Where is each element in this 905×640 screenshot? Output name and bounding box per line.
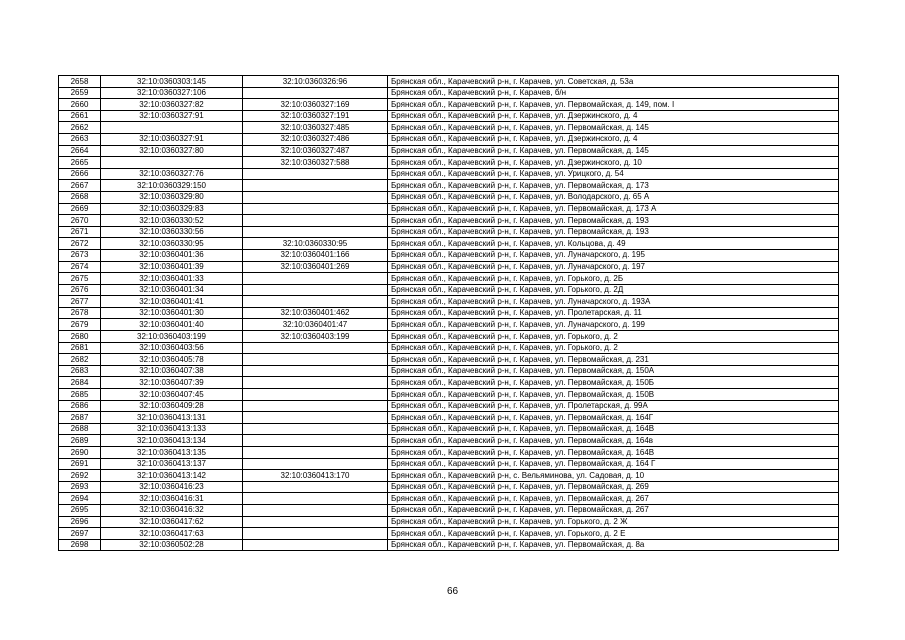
row-number-cell: 2662 (59, 122, 101, 134)
object-cadastral-number-cell: 32:10:0360413:170 (243, 470, 388, 482)
row-number-cell: 2680 (59, 331, 101, 343)
land-cadastral-number-cell: 32:10:0360502:28 (101, 539, 243, 551)
row-number-cell: 2664 (59, 145, 101, 157)
row-number-cell: 2684 (59, 377, 101, 389)
row-number-cell: 2676 (59, 284, 101, 296)
table-row (59, 203, 839, 215)
land-cadastral-number-cell: 32:10:0360330:56 (101, 226, 243, 238)
address-cell: Брянская обл., Карачевский р-н, г. Карачев, ул. Первомайская, д. 193 (388, 226, 839, 238)
row-number-cell: 2694 (59, 493, 101, 505)
table-row (59, 296, 839, 308)
object-cadastral-number-cell: 32:10:0360327:588 (243, 157, 388, 169)
land-cadastral-number-cell: 32:10:0360329:150 (101, 180, 243, 192)
land-cadastral-number-cell: 32:10:0360416:31 (101, 493, 243, 505)
address-cell: Брянская обл., Карачевский р-н, г. Карачев, ул. Первомайская, д. 164В (388, 423, 839, 435)
address-cell: Брянская обл., Карачевский р-н, г. Карачев, ул. Первомайская, д. 267 (388, 493, 839, 505)
land-cadastral-number-cell: 32:10:0360407:45 (101, 389, 243, 401)
land-cadastral-number-cell: 32:10:0360407:39 (101, 377, 243, 389)
row-number-cell: 2668 (59, 191, 101, 203)
table-row (59, 481, 839, 493)
table-row (59, 122, 839, 134)
address-cell: Брянская обл., Карачевский р-н, г. Карачев, ул. Первомайская, д. 173 (388, 180, 839, 192)
land-cadastral-number-cell: 32:10:0360413:142 (101, 470, 243, 482)
table-row (59, 157, 839, 169)
table-row (59, 76, 839, 88)
land-cadastral-number-cell: 32:10:0360413:133 (101, 423, 243, 435)
registry-table (58, 75, 839, 551)
address-cell: Брянская обл., Карачевский р-н, г. Карачев, ул. Володарского, д. 65 А (388, 191, 839, 203)
address-cell: Брянская обл., Карачевский р-н, г. Карачев, ул. Горького, д. 2Б (388, 273, 839, 285)
row-number-cell: 2682 (59, 354, 101, 366)
address-cell: Брянская обл., Карачевский р-н, г. Карачев, ул. Горького, д. 2 Е (388, 528, 839, 540)
row-number-cell: 2687 (59, 412, 101, 424)
row-number-cell: 2661 (59, 110, 101, 122)
address-cell: Брянская обл., Карачевский р-н, г. Карачев, ул. Горького, д. 2 Ж (388, 516, 839, 528)
object-cadastral-number-cell (243, 400, 388, 412)
land-cadastral-number-cell: 32:10:0360416:32 (101, 504, 243, 516)
table-row (59, 307, 839, 319)
row-number-cell: 2672 (59, 238, 101, 250)
row-number-cell: 2690 (59, 447, 101, 459)
row-number-cell: 2692 (59, 470, 101, 482)
row-number-cell: 2689 (59, 435, 101, 447)
address-cell: Брянская обл., Карачевский р-н, г. Карачев, ул. Горького, д. 2Д (388, 284, 839, 296)
land-cadastral-number-cell: 32:10:0360417:62 (101, 516, 243, 528)
object-cadastral-number-cell (243, 389, 388, 401)
row-number-cell: 2679 (59, 319, 101, 331)
object-cadastral-number-cell (243, 458, 388, 470)
land-cadastral-number-cell (101, 122, 243, 134)
object-cadastral-number-cell: 32:10:0360327:487 (243, 145, 388, 157)
address-cell: Брянская обл., Карачевский р-н, г. Карачев, ул. Первомайская, д. 164в (388, 435, 839, 447)
address-cell: Брянская обл., Карачевский р-н, г. Карачев, ул. Первомайская, д. 150Б (388, 377, 839, 389)
table-row (59, 191, 839, 203)
table-row (59, 458, 839, 470)
land-cadastral-number-cell: 32:10:0360401:36 (101, 249, 243, 261)
address-cell: Брянская обл., Карачевский р-н, г. Карачев, ул. Первомайская, д. 231 (388, 354, 839, 366)
object-cadastral-number-cell (243, 296, 388, 308)
object-cadastral-number-cell (243, 180, 388, 192)
table-row (59, 389, 839, 401)
object-cadastral-number-cell: 32:10:0360327:191 (243, 110, 388, 122)
object-cadastral-number-cell: 32:10:0360330:95 (243, 238, 388, 250)
object-cadastral-number-cell (243, 354, 388, 366)
address-cell: Брянская обл., Карачевский р-н, г. Карачев, ул. Дзержинского, д. 4 (388, 110, 839, 122)
table-row (59, 249, 839, 261)
object-cadastral-number-cell (243, 447, 388, 459)
object-cadastral-number-cell (243, 516, 388, 528)
object-cadastral-number-cell (243, 168, 388, 180)
object-cadastral-number-cell: 32:10:0360327:169 (243, 99, 388, 111)
land-cadastral-number-cell: 32:10:0360403:199 (101, 331, 243, 343)
table-row (59, 516, 839, 528)
table-row (59, 273, 839, 285)
row-number-cell: 2686 (59, 400, 101, 412)
table-row (59, 423, 839, 435)
address-cell: Брянская обл., Карачевский р-н, г. Карачев, ул. Кольцова, д. 49 (388, 238, 839, 250)
row-number-cell: 2665 (59, 157, 101, 169)
object-cadastral-number-cell (243, 215, 388, 227)
row-number-cell: 2659 (59, 87, 101, 99)
table-row (59, 412, 839, 424)
table-row (59, 145, 839, 157)
address-cell: Брянская обл., Карачевский р-н, г. Карачев, ул. Луначарского, д. 199 (388, 319, 839, 331)
object-cadastral-number-cell (243, 87, 388, 99)
table-row (59, 99, 839, 111)
row-number-cell: 2667 (59, 180, 101, 192)
row-number-cell: 2678 (59, 307, 101, 319)
object-cadastral-number-cell: 32:10:0360401:269 (243, 261, 388, 273)
land-cadastral-number-cell: 32:10:0360401:30 (101, 307, 243, 319)
row-number-cell: 2669 (59, 203, 101, 215)
table-row (59, 110, 839, 122)
land-cadastral-number-cell: 32:10:0360327:82 (101, 99, 243, 111)
object-cadastral-number-cell: 32:10:0360327:485 (243, 122, 388, 134)
land-cadastral-number-cell: 32:10:0360413:134 (101, 435, 243, 447)
row-number-cell: 2677 (59, 296, 101, 308)
address-cell: Брянская обл., Карачевский р-н, г. Карачев, б/н (388, 87, 839, 99)
table-row (59, 168, 839, 180)
row-number-cell: 2675 (59, 273, 101, 285)
object-cadastral-number-cell (243, 365, 388, 377)
object-cadastral-number-cell (243, 493, 388, 505)
land-cadastral-number-cell: 32:10:0360407:38 (101, 365, 243, 377)
registry-table-body (59, 76, 839, 551)
object-cadastral-number-cell (243, 528, 388, 540)
table-row (59, 180, 839, 192)
table-row (59, 319, 839, 331)
address-cell: Брянская обл., Карачевский р-н, г. Карачев, ул. Первомайская, д. 150А (388, 365, 839, 377)
address-cell: Брянская обл., Карачевский р-н, г. Карачев, ул. Первомайская, д. 145 (388, 145, 839, 157)
object-cadastral-number-cell (243, 191, 388, 203)
table-row (59, 215, 839, 227)
row-number-cell: 2688 (59, 423, 101, 435)
address-cell: Брянская обл., Карачевский р-н, с. Вельяминова, ул. Садовая, д. 10 (388, 470, 839, 482)
land-cadastral-number-cell: 32:10:0360330:95 (101, 238, 243, 250)
land-cadastral-number-cell: 32:10:0360327:91 (101, 110, 243, 122)
row-number-cell: 2660 (59, 99, 101, 111)
row-number-cell: 2658 (59, 76, 101, 88)
table-row (59, 133, 839, 145)
land-cadastral-number-cell: 32:10:0360330:52 (101, 215, 243, 227)
object-cadastral-number-cell (243, 203, 388, 215)
land-cadastral-number-cell: 32:10:0360417:63 (101, 528, 243, 540)
table-row (59, 377, 839, 389)
address-cell: Брянская обл., Карачевский р-н, г. Карачев, ул. Горького, д. 2 (388, 342, 839, 354)
table-row (59, 87, 839, 99)
address-cell: Брянская обл., Карачевский р-н, г. Карачев, ул. Первомайская, д. 164 Г (388, 458, 839, 470)
land-cadastral-number-cell: 32:10:0360327:76 (101, 168, 243, 180)
table-row (59, 539, 839, 551)
land-cadastral-number-cell: 32:10:0360413:131 (101, 412, 243, 424)
address-cell: Брянская обл., Карачевский р-н, г. Карачев, ул. Луначарского, д. 195 (388, 249, 839, 261)
land-cadastral-number-cell: 32:10:0360329:80 (101, 191, 243, 203)
row-number-cell: 2663 (59, 133, 101, 145)
row-number-cell: 2693 (59, 481, 101, 493)
land-cadastral-number-cell: 32:10:0360416:23 (101, 481, 243, 493)
row-number-cell: 2674 (59, 261, 101, 273)
object-cadastral-number-cell (243, 423, 388, 435)
address-cell: Брянская обл., Карачевский р-н, г. Карачев, ул. Луначарского, д. 197 (388, 261, 839, 273)
page-number: 66 (446, 586, 459, 597)
row-number-cell: 2666 (59, 168, 101, 180)
row-number-cell: 2671 (59, 226, 101, 238)
land-cadastral-number-cell: 32:10:0360401:39 (101, 261, 243, 273)
table-row (59, 261, 839, 273)
address-cell: Брянская обл., Карачевский р-н, г. Карачев, ул. Первомайская, д. 145 (388, 122, 839, 134)
table-row (59, 331, 839, 343)
object-cadastral-number-cell (243, 377, 388, 389)
address-cell: Брянская обл., Карачевский р-н, г. Карачев, ул. Первомайская, д. 149, пом. I (388, 99, 839, 111)
land-cadastral-number-cell: 32:10:0360401:40 (101, 319, 243, 331)
address-cell: Брянская обл., Карачевский р-н, г. Карачев, ул. Горького, д. 2 (388, 331, 839, 343)
table-row (59, 238, 839, 250)
object-cadastral-number-cell (243, 226, 388, 238)
address-cell: Брянская обл., Карачевский р-н, г. Карачев, ул. Первомайская, д. 193 (388, 215, 839, 227)
table-row (59, 400, 839, 412)
object-cadastral-number-cell (243, 435, 388, 447)
address-cell: Брянская обл., Карачевский р-н, г. Карачев, ул. Дзержинского, д. 4 (388, 133, 839, 145)
land-cadastral-number-cell (101, 157, 243, 169)
table-row (59, 504, 839, 516)
land-cadastral-number-cell: 32:10:0360327:91 (101, 133, 243, 145)
land-cadastral-number-cell: 32:10:0360327:80 (101, 145, 243, 157)
row-number-cell: 2683 (59, 365, 101, 377)
land-cadastral-number-cell: 32:10:0360409:28 (101, 400, 243, 412)
object-cadastral-number-cell: 32:10:0360401:166 (243, 249, 388, 261)
address-cell: Брянская обл., Карачевский р-н, г. Карачев, ул. Первомайская, д. 8а (388, 539, 839, 551)
land-cadastral-number-cell: 32:10:0360327:106 (101, 87, 243, 99)
table-row (59, 493, 839, 505)
land-cadastral-number-cell: 32:10:0360403:56 (101, 342, 243, 354)
land-cadastral-number-cell: 32:10:0360405:78 (101, 354, 243, 366)
table-row (59, 470, 839, 482)
table-row (59, 528, 839, 540)
land-cadastral-number-cell: 32:10:0360401:41 (101, 296, 243, 308)
object-cadastral-number-cell (243, 273, 388, 285)
address-cell: Брянская обл., Карачевский р-н, г. Карачев, ул. Пролетарская, д. 11 (388, 307, 839, 319)
land-cadastral-number-cell: 32:10:0360413:137 (101, 458, 243, 470)
object-cadastral-number-cell (243, 504, 388, 516)
row-number-cell: 2698 (59, 539, 101, 551)
address-cell: Брянская обл., Карачевский р-н, г. Карачев, ул. Советская, д. 53а (388, 76, 839, 88)
address-cell: Брянская обл., Карачевский р-н, г. Карачев, ул. Первомайская, д. 269 (388, 481, 839, 493)
table-row (59, 284, 839, 296)
row-number-cell: 2681 (59, 342, 101, 354)
address-cell: Брянская обл., Карачевский р-н, г. Карачев, ул. Первомайская, д. 173 А (388, 203, 839, 215)
land-cadastral-number-cell: 32:10:0360329:83 (101, 203, 243, 215)
address-cell: Брянская обл., Карачевский р-н, г. Карачев, ул. Пролетарская, д. 99А (388, 400, 839, 412)
address-cell: Брянская обл., Карачевский р-н, г. Карачев, ул. Первомайская, д. 267 (388, 504, 839, 516)
address-cell: Брянская обл., Карачевский р-н, г. Карачев, ул. Дзержинского, д. 10 (388, 157, 839, 169)
object-cadastral-number-cell: 32:10:0360401:462 (243, 307, 388, 319)
object-cadastral-number-cell: 32:10:0360403:199 (243, 331, 388, 343)
address-cell: Брянская обл., Карачевский р-н, г. Карачев, ул. Урицкого, д. 54 (388, 168, 839, 180)
land-cadastral-number-cell: 32:10:0360401:33 (101, 273, 243, 285)
land-cadastral-number-cell: 32:10:0360401:34 (101, 284, 243, 296)
object-cadastral-number-cell (243, 481, 388, 493)
row-number-cell: 2696 (59, 516, 101, 528)
row-number-cell: 2697 (59, 528, 101, 540)
object-cadastral-number-cell (243, 342, 388, 354)
table-row (59, 342, 839, 354)
object-cadastral-number-cell: 32:10:0360401:47 (243, 319, 388, 331)
table-row (59, 226, 839, 238)
address-cell: Брянская обл., Карачевский р-н, г. Карачев, ул. Первомайская, д. 164В (388, 447, 839, 459)
row-number-cell: 2673 (59, 249, 101, 261)
table-row (59, 435, 839, 447)
object-cadastral-number-cell: 32:10:0360327:486 (243, 133, 388, 145)
object-cadastral-number-cell (243, 539, 388, 551)
table-row (59, 447, 839, 459)
row-number-cell: 2685 (59, 389, 101, 401)
address-cell: Брянская обл., Карачевский р-н, г. Карачев, ул. Первомайская, д. 150В (388, 389, 839, 401)
address-cell: Брянская обл., Карачевский р-н, г. Карачев, ул. Первомайская, д. 164Г (388, 412, 839, 424)
table-row (59, 365, 839, 377)
object-cadastral-number-cell (243, 284, 388, 296)
table-row (59, 354, 839, 366)
land-cadastral-number-cell: 32:10:0360303:145 (101, 76, 243, 88)
address-cell: Брянская обл., Карачевский р-н, г. Карачев, ул. Луначарского, д. 193А (388, 296, 839, 308)
row-number-cell: 2691 (59, 458, 101, 470)
object-cadastral-number-cell (243, 412, 388, 424)
row-number-cell: 2670 (59, 215, 101, 227)
object-cadastral-number-cell: 32:10:0360326:96 (243, 76, 388, 88)
land-cadastral-number-cell: 32:10:0360413:135 (101, 447, 243, 459)
row-number-cell: 2695 (59, 504, 101, 516)
